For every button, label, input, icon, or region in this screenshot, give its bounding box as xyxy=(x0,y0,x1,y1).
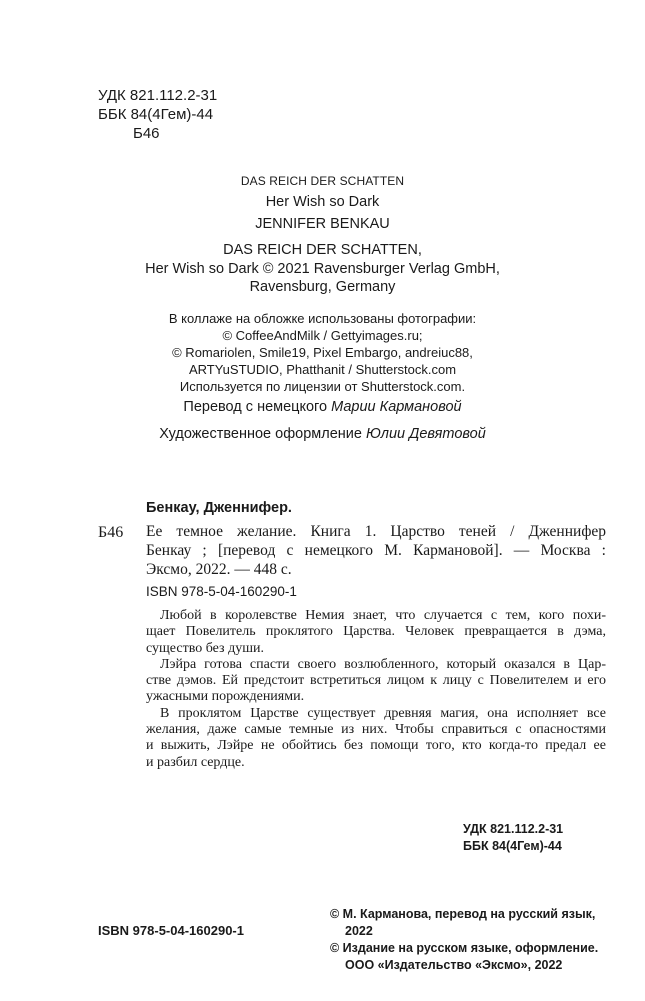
udk-code-bottom: УДК 821.112.2-31 xyxy=(463,822,564,836)
copyright-edition: © Издание на русском языке, оформление. xyxy=(330,941,599,955)
annotation-line: щает Повелитель проклятого Царства. Человек превращается в дэма, xyxy=(146,624,606,640)
copyright-publisher: ООО «Издательство «Эксмо», 2022 xyxy=(345,958,563,972)
biblio-author: Бенкау, Дженнифер. xyxy=(146,500,292,516)
photo-credit-line: Используется по лицензии от Shutterstock.com. xyxy=(179,379,466,394)
copyright-notices xyxy=(330,906,598,974)
original-series: DAS REICH DER SCHATTEN xyxy=(240,174,405,188)
copyright-translation-year: 2022 xyxy=(345,924,373,938)
annotation-line: существо без души. xyxy=(146,640,264,656)
annotation-line: и разбил сердце. xyxy=(146,754,245,770)
photo-credit-line: В коллаже на обложке использованы фотографии: xyxy=(168,311,477,326)
design-credit xyxy=(0,426,645,442)
copyright-line: Ravensburg, Germany xyxy=(249,279,396,295)
original-title: Her Wish so Dark xyxy=(265,194,380,210)
photo-credit-line: © CoffeeAndMilk / Gettyimages.ru; xyxy=(222,328,423,343)
copyright-line: DAS REICH DER SCHATTEN, xyxy=(223,242,422,258)
copyright-line: Her Wish so Dark © 2021 Ravensburger Verlag GmbH, xyxy=(145,260,500,277)
annotation-line: Лэйра готова спасти своего возлюбленного, который оказался в Цар- xyxy=(160,656,606,672)
translator-credit xyxy=(0,399,645,415)
author-mark: Б46 xyxy=(133,125,160,142)
annotation-line: Любой в королевстве Немия знает, что случается с тем, кого похи- xyxy=(160,608,606,623)
annotation-line: ужасными порождениями. xyxy=(146,689,305,705)
udk-code: УДК 821.112.2-31 xyxy=(98,87,218,104)
designer-name: Юлии Девятовой xyxy=(365,426,486,442)
annotation-line: и выжить, Лэйре не обойтись без помощи того, кто когда-то предал ее xyxy=(146,738,606,754)
photo-credits xyxy=(0,310,645,395)
annotation xyxy=(146,608,606,771)
annotation-line: В проклятом Царстве существует древняя магия, она исполняет все xyxy=(160,705,606,721)
annotation-line: желания, даже самые темные из них. Чтобы справиться с опасностями xyxy=(146,722,606,738)
bbk-code-bottom: ББК 84(4Гем)-44 xyxy=(463,839,562,853)
biblio-line: Ее темное желание. Книга 1. Царство теней / Дженнифер xyxy=(146,523,606,540)
udk-bbk-bottom xyxy=(463,821,563,855)
photo-credit-line: © Romariolen, Smile19, Pixel Embargo, andreiuc88, xyxy=(172,345,473,360)
design-prefix: Художественное оформление xyxy=(159,426,366,442)
translator-name: Марии Кармановой xyxy=(331,399,462,415)
photo-credit-line: ARTYuSTUDIO, Phatthanit / Shutterstock.com xyxy=(188,362,457,377)
biblio-line: Эксмо, 2022. — 448 с. xyxy=(146,561,292,578)
original-author: JENNIFER BENKAU xyxy=(255,216,390,232)
biblio-author-mark: Б46 xyxy=(98,524,124,541)
annotation-line: стве дэмов. Ей предстоит встретиться лицом к лицу с Повелителем и его xyxy=(146,673,606,689)
biblio-line: Бенкау ; [перевод с немецкого М. Кармановой]. — Москва : xyxy=(146,542,606,559)
copyright-translation: © М. Карманова, перевод на русский язык, xyxy=(330,907,596,921)
biblio-description xyxy=(146,522,606,579)
bbk-code: ББК 84(4Гем)-44 xyxy=(98,106,214,123)
isbn-bottom: ISBN 978-5-04-160290-1 xyxy=(98,923,244,938)
translator-prefix: Перевод с немецкого xyxy=(183,399,332,415)
biblio-isbn: ISBN 978-5-04-160290-1 xyxy=(146,584,297,599)
original-copyright xyxy=(0,241,645,297)
udk-bbk-top xyxy=(98,86,217,143)
